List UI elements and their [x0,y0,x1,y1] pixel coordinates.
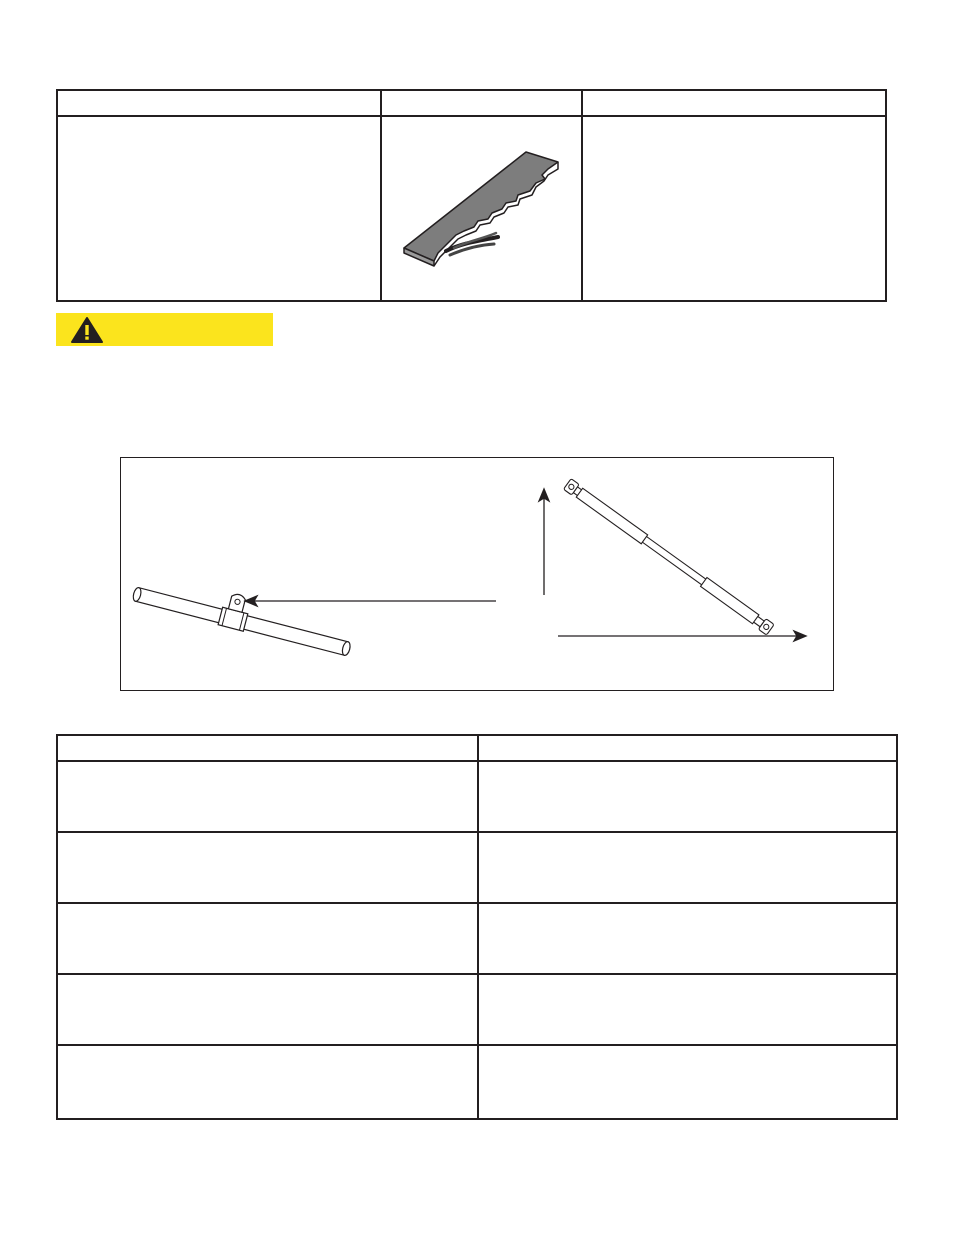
inspection-table-col-divider-1 [380,89,382,302]
warning-triangle-icon [70,316,104,344]
callout-arrows [245,489,806,641]
maintenance-table-row-divider [56,831,898,833]
maintenance-table-header-divider [56,760,898,762]
maintenance-table-row-divider [56,973,898,975]
maintenance-table-row-divider [56,902,898,904]
inspection-table-header-divider [56,115,887,117]
frayed-strap-illustration [398,145,566,275]
maintenance-table-col-divider [477,734,479,1120]
cable-attachment-drawing [120,457,834,691]
maintenance-table-row-divider [56,1044,898,1046]
caution-banner [56,313,273,346]
lat-pulldown-bar [564,479,775,635]
inspection-table-col-divider-2 [581,89,583,302]
straight-bar [131,569,356,658]
